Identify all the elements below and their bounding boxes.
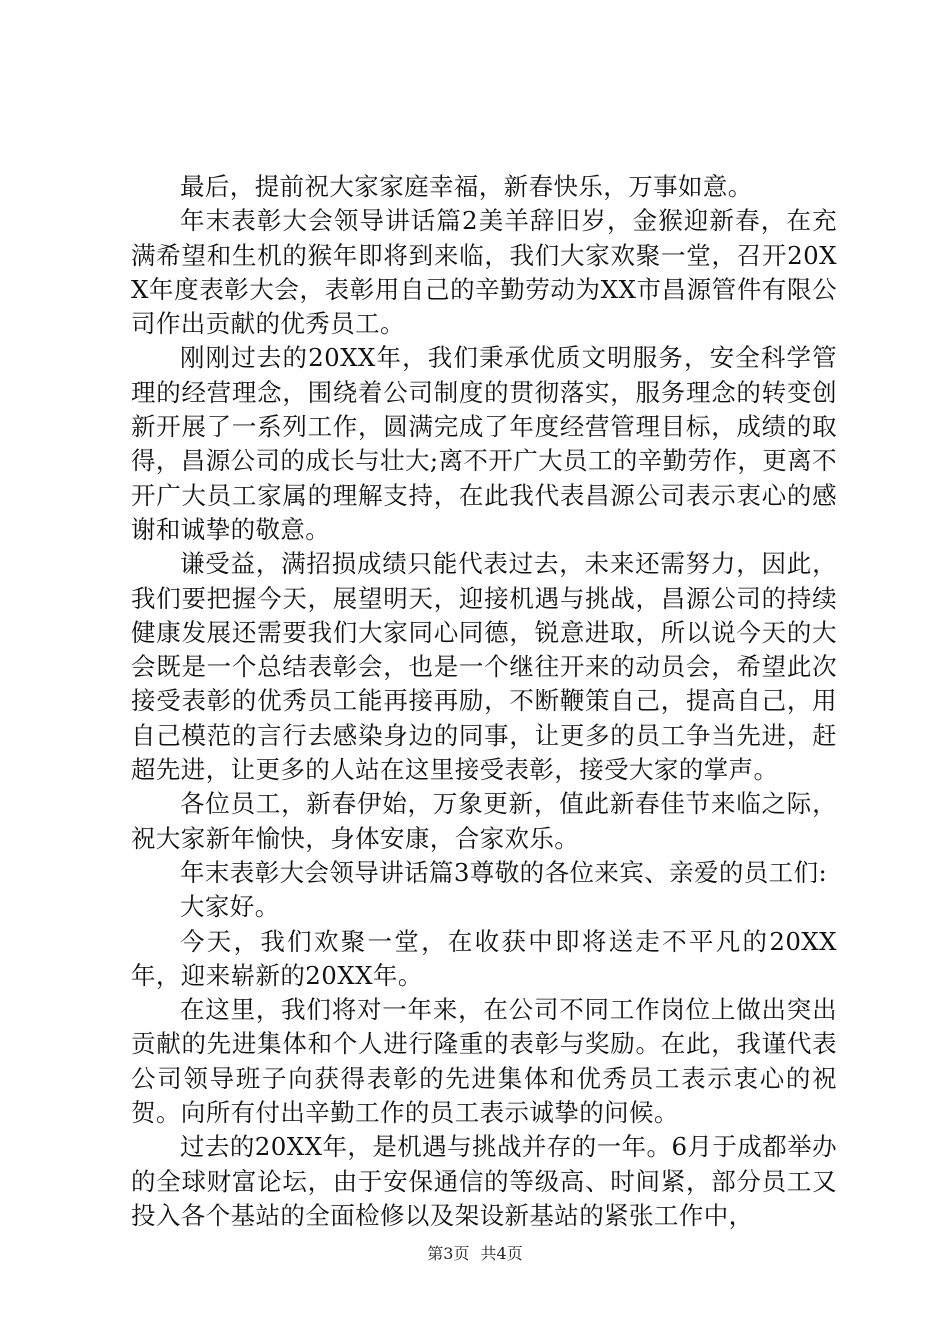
paragraph-new-year-wishes: 各位员工，新春伊始，万象更新，值此新春佳节来临之际，祝大家新年愉快，身体安康，合家欢乐。 bbox=[131, 789, 837, 853]
paragraph-speech-2-intro: 年末表彰大会领导讲话篇2美羊辞旧岁，金猴迎新春，在充满希望和生机的猴年即将到来临，我们大家欢聚一堂，召开20XX年度表彰大会，表彰用自己的辛勤劳动为XX市昌源管件有限公司作出贡献的优秀员工。 bbox=[131, 206, 837, 339]
page-footer bbox=[0, 1244, 950, 1264]
paragraph-closing-wishes: 最后，提前祝大家家庭幸福，新春快乐，万事如意。 bbox=[180, 172, 753, 201]
paragraph-modesty: 谦受益，满招损成绩只能代表过去，未来还需努力，因此，我们要把握今天，展望明天，迎接机遇与挑战，昌源公司的持续健康发展还需要我们大家同心同德，锐意进取，所以说今天的大会既是一个总结表彰会，也是一个继往开来的动员会，希望此次接受表彰的优秀员工能再接再励，不断鞭策自己，提高自己，用自己模范的言行去感染身边的同事，让更多的员工争当先进，赶超先进，让更多的人站在这里接受表彰，接受大家的掌声。 bbox=[131, 549, 837, 785]
paragraph-greeting: 大家好。 bbox=[180, 892, 280, 922]
document-body bbox=[131, 170, 837, 1233]
paragraph-awards: 在这里，我们将对一年来，在公司不同工作岗位上做出突出贡献的先进集体和个人进行隆重的表彰与奖励。在此，我谨代表公司领导班子向获得表彰的先进集体和优秀员工表示衷心的祝贺。向所有付出辛勤工作的员工表示诚挚的问候。 bbox=[131, 995, 837, 1128]
paragraph-past-year: 刚刚过去的20XX年，我们秉承优质文明服务，安全科学管理的经营理念，围绕着公司制度的贯彻落实，服务理念的转变创新开展了一系列工作，圆满完成了年度经营管理目标，成绩的取得，昌源公司的成长与壮大;离不开广大员工的辛勤劳作，更离不开广大员工家属的理解支持，在此我代表昌源公司表示衷心的感谢和诚挚的敬意。 bbox=[131, 343, 837, 544]
page-total: 共4页 bbox=[480, 1244, 523, 1263]
paragraph-today: 今天，我们欢聚一堂，在收获中即将送走不平凡的20XX年，迎来崭新的20XX年。 bbox=[131, 926, 837, 990]
paragraph-last-year: 过去的20XX年，是机遇与挑战并存的一年。6月于成都举办的全球财富论坛，由于安保通信的等级高、时间紧，部分员工又投入各个基站的全面检修以及架设新基站的紧张工作中， bbox=[131, 1132, 837, 1230]
page-number: 第3页 bbox=[427, 1244, 470, 1263]
paragraph-speech-3-intro: 年末表彰大会领导讲话篇3尊敬的各位来宾、亲爱的员工们: bbox=[180, 857, 828, 887]
